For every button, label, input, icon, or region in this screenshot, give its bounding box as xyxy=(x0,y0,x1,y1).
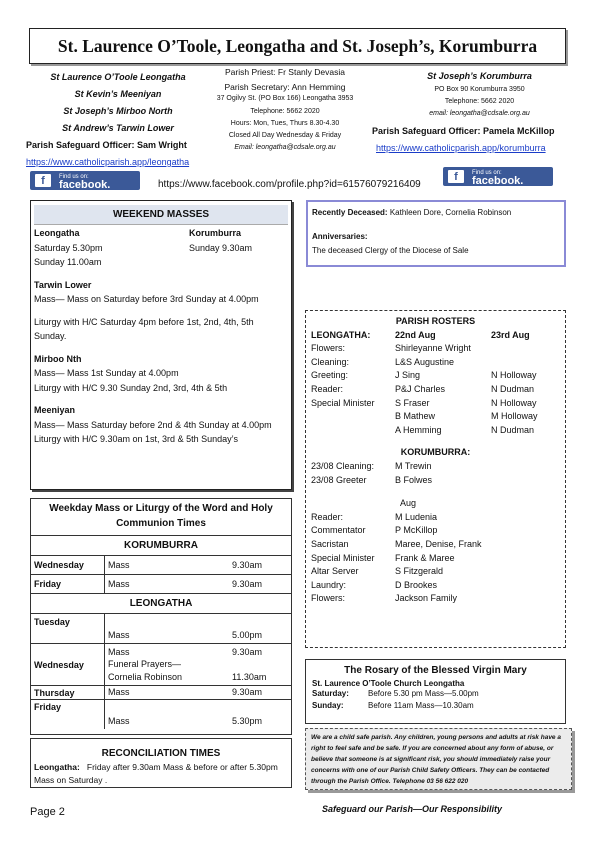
roster-role: Altar Server xyxy=(311,566,359,577)
weekday-time: 9.30am xyxy=(232,646,263,657)
roster-name: Frank & Maree xyxy=(395,552,455,563)
leongatha-link[interactable]: https://www.catholicparish.app/leongatha xyxy=(26,157,190,167)
header-left xyxy=(26,69,210,171)
address: 37 Ogilvy St. (PO Box 166) Leongatha 3953 xyxy=(216,95,354,103)
weekday-what: Mass xyxy=(108,578,130,589)
roster-name: B Mathew xyxy=(395,411,436,422)
roster-name: L&S Augustine xyxy=(395,356,455,367)
anniversaries-text: The deceased Clergy of the Diocese of Sale xyxy=(312,246,469,255)
roster-name: A Hemming xyxy=(395,424,442,435)
meeniyan-mass: Mass— Mass Saturday before 2nd & 4th Sunday at 4.00pm xyxy=(34,419,272,430)
church-korumburra: St Joseph’s Korumburra xyxy=(427,71,532,81)
weekday-time: 5.30pm xyxy=(232,715,263,726)
telephone: Telephone: 5662 2020 xyxy=(250,107,320,115)
roster-row xyxy=(311,460,560,474)
weekday-day: Friday xyxy=(31,575,105,593)
roster-role: Special Minister xyxy=(311,397,375,408)
facebook-button-right[interactable] xyxy=(443,167,553,186)
tarwin-liturgy: Liturgy with H/C Saturday 4pm before 1st, 2nd, 4th, 5th Sunday. xyxy=(34,316,254,341)
reconciliation-text: Friday after 9.30am Mass & before or after 5.30pm Mass on Saturday . xyxy=(34,762,278,785)
weekday-what: Mass xyxy=(108,559,130,570)
church-mirboo: St Joseph’s Mirboo North xyxy=(63,106,173,116)
safeguard-officer-right: Parish Safeguard Officer: Pamela McKillop xyxy=(372,125,555,136)
weekday-what: Mass xyxy=(108,687,130,698)
mirboo-liturgy: Liturgy with H/C 9.30 Sunday 2nd, 3rd, 4th & 5th xyxy=(34,382,228,393)
roster-role: Reader: xyxy=(311,511,344,522)
roster-role xyxy=(311,424,395,438)
weekday-day: Thursday xyxy=(31,686,105,699)
roster-name: N Dudman xyxy=(491,383,535,394)
rosters-date-1: 22nd Aug xyxy=(395,329,436,340)
deceased-label: Recently Deceased: xyxy=(312,208,388,217)
mirboo-label: Mirboo Nth xyxy=(34,353,82,364)
office-hours: Hours: Mon, Tues, Thurs 8.30-4.30 xyxy=(230,119,340,127)
roster-role: Sacristan xyxy=(311,538,349,549)
safeguard-officer-left: Parish Safeguard Officer: Sam Wright xyxy=(26,140,187,150)
closed-days: Closed All Day Wednesday & Friday xyxy=(228,132,342,140)
find-us-label: Find us on: xyxy=(472,169,502,176)
leongatha-label: Leongatha xyxy=(34,228,80,238)
roster-role xyxy=(311,410,395,424)
korumburra-link[interactable]: https://www.catholicparish.app/korumburra xyxy=(376,142,546,153)
leongatha-sunday: Sunday 11.00am xyxy=(34,257,102,267)
weekday-korumburra-heading: KORUMBURRA xyxy=(31,536,291,556)
facebook-brand: facebook. xyxy=(472,174,524,187)
roster-name: M Holloway xyxy=(491,411,538,422)
roster-row xyxy=(311,397,560,411)
roster-row xyxy=(311,474,560,488)
roster-row xyxy=(311,524,560,538)
roster-role: Laundry: xyxy=(311,579,347,590)
facebook-icon: f xyxy=(448,170,464,183)
roster-name: Maree, Denise, Frank xyxy=(395,538,482,549)
header-mid xyxy=(205,66,365,154)
find-us-label: Find us on: xyxy=(59,173,89,180)
roster-name: N Dudman xyxy=(491,424,535,435)
roster-name: S Fraser xyxy=(395,397,430,408)
roster-role: Commentator xyxy=(311,525,366,536)
roster-row xyxy=(311,552,560,566)
weekend-masses-heading: WEEKEND MASSES xyxy=(34,205,288,225)
rosters-leongatha-label: LEONGATHA: xyxy=(311,329,371,340)
roster-name: J Sing xyxy=(395,370,421,381)
roster-role: 23/08 Cleaning: xyxy=(311,460,375,471)
weekday-time: 9.30am xyxy=(232,687,263,698)
roster-row xyxy=(311,356,560,370)
weekend-masses-box xyxy=(30,200,292,490)
parish-secretary: Parish Secretary: Ann Hemming xyxy=(224,82,346,93)
roster-name: P&J Charles xyxy=(395,383,446,394)
church-leongatha: St Laurence O’Toole Leongatha xyxy=(50,72,186,82)
weekday-time: 11.30am xyxy=(232,671,267,682)
meeniyan-label: Meeniyan xyxy=(34,405,76,415)
korumburra-telephone: Telephone: 5662 2020 xyxy=(444,98,515,106)
roster-role: Reader: xyxy=(311,383,344,394)
child-safe-notice: We are a child safe parish. Any children, young persons and adults at risk have a right to feel safe and be safe. If you are concerned about any form of abuse, or believe that someone is at significant risk, you should immediately raise your concerns with one of our Parish Child Safety Officers. They can be contacted through the Parish Office. Telephone 03 56 622 020 xyxy=(305,728,572,790)
roster-row xyxy=(311,592,560,606)
roster-row xyxy=(311,579,560,593)
rosary-box xyxy=(305,659,566,724)
korumburra-email: email: leongatha@cdsale.org.au xyxy=(429,110,530,118)
weekday-what: Cornelia Robinson xyxy=(108,671,183,682)
weekday-leongatha-heading: LEONGATHA xyxy=(31,594,291,614)
anniversaries-label: Anniversaries: xyxy=(312,232,368,241)
weekday-day: Friday xyxy=(31,700,105,729)
rosary-sat: Before 5.30 pm Mass—5.00pm xyxy=(368,689,479,698)
rosary-sun-label: Sunday: xyxy=(312,701,344,710)
weekday-time: 9.30am xyxy=(232,559,263,570)
recent-box xyxy=(306,200,566,267)
roster-name: N Holloway xyxy=(491,397,537,408)
page-number: Page 2 xyxy=(30,806,65,818)
roster-role: Flowers: xyxy=(311,593,346,604)
weekday-time: 5.00pm xyxy=(232,629,263,640)
tarwin-mass: Mass— Mass on Saturday before 3rd Sunday at 4.00pm xyxy=(34,294,259,304)
roster-name: P McKillop xyxy=(395,525,438,536)
weekday-box xyxy=(30,498,292,735)
facebook-url[interactable]: https://www.facebook.com/profile.php?id=61576079216409 xyxy=(158,179,421,190)
weekday-what: Funeral Prayers— xyxy=(108,659,182,670)
weekday-what: Mass xyxy=(108,646,130,657)
korumburra-po: PO Box 90 Korumburra 3950 xyxy=(434,86,525,93)
header-right xyxy=(372,69,587,154)
weekday-what: Mass xyxy=(108,715,130,726)
weekday-heading: Weekday Mass or Liturgy of the Word and Holy Communion Times xyxy=(31,499,291,536)
reconciliation-label: Leongatha: xyxy=(34,762,80,772)
rosters-heading: PARISH ROSTERS xyxy=(395,316,476,326)
rosary-sat-label: Saturday: xyxy=(312,689,349,698)
rosary-heading: The Rosary of the Blessed Virgin Mary xyxy=(344,665,527,676)
weekday-time: 9.30am xyxy=(232,578,263,589)
roster-name: M Trewin xyxy=(395,460,432,471)
roster-row xyxy=(311,511,560,525)
roster-role: Flowers: xyxy=(311,343,346,354)
title-box xyxy=(29,28,566,64)
weekday-what: Mass xyxy=(108,629,130,640)
mirboo-mass: Mass— Mass 1st Sunday at 4.00pm xyxy=(34,368,179,378)
facebook-button-left[interactable] xyxy=(30,171,140,190)
email: Email: leongatha@cdsale.org.au xyxy=(234,144,336,152)
deceased-names: Kathleen Dore, Cornelia Robinson xyxy=(389,208,512,217)
roster-name: Jackson Family xyxy=(395,593,458,604)
rosters-aug: Aug xyxy=(400,498,417,509)
rosters-korumburra-label: KORUMBURRA: xyxy=(400,447,471,458)
roster-row xyxy=(311,565,560,579)
roster-name: S Fitzgerald xyxy=(395,566,444,577)
roster-name: B Folwes xyxy=(395,474,433,485)
weekday-day: Tuesday xyxy=(31,614,105,643)
leongatha-saturday: Saturday 5.30pm xyxy=(34,242,103,253)
roster-role: 23/08 Greeter xyxy=(311,474,367,485)
roster-row xyxy=(311,342,560,356)
weekday-day: Wednesday xyxy=(31,556,105,574)
korumburra-label: Korumburra xyxy=(189,228,242,238)
roster-row xyxy=(311,538,560,552)
rosary-church: St. Laurence O’Toole Church Leongatha xyxy=(312,679,465,688)
roster-role: Cleaning: xyxy=(311,356,350,367)
roster-name: D Brookes xyxy=(395,579,438,590)
roster-name: N Holloway xyxy=(491,370,537,381)
facebook-icon: f xyxy=(35,174,51,187)
roster-name: M Ludenia xyxy=(395,511,438,522)
church-meeniyan: St Kevin’s Meeniyan xyxy=(74,89,162,99)
weekday-day: Wednesday xyxy=(31,644,105,685)
rosters-date-2: 23rd Aug xyxy=(491,329,530,340)
korumburra-sunday: Sunday 9.30am xyxy=(189,242,253,253)
tarwin-label: Tarwin Lower xyxy=(34,279,92,290)
church-tarwin: St Andrew’s Tarwin Lower xyxy=(62,123,174,133)
footer-slogan: Safeguard our Parish—Our Responsibility xyxy=(322,804,503,814)
roster-role: Greeting: xyxy=(311,370,349,381)
parish-priest: Parish Priest: Fr Stanly Devasia xyxy=(225,67,345,77)
roster-row xyxy=(311,410,560,424)
roster-row xyxy=(311,383,560,397)
reconciliation-box xyxy=(30,738,292,788)
rosary-sun: Before 11am Mass—10.30am xyxy=(368,701,474,710)
meeniyan-liturgy: Liturgy with H/C 9.30am on 1st, 3rd & 5th Sunday’s xyxy=(34,434,238,444)
roster-role: Special Minister xyxy=(311,552,375,563)
reconciliation-heading: RECONCILIATION TIMES xyxy=(101,748,221,759)
roster-name: Shirleyanne Wright xyxy=(395,343,471,354)
parish-rosters-box xyxy=(305,310,566,648)
roster-row xyxy=(311,424,560,438)
page-title: St. Laurence O’Toole, Leongatha and St. Joseph’s, Korumburra xyxy=(57,35,538,56)
facebook-brand: facebook. xyxy=(59,178,111,191)
roster-row xyxy=(311,369,560,383)
